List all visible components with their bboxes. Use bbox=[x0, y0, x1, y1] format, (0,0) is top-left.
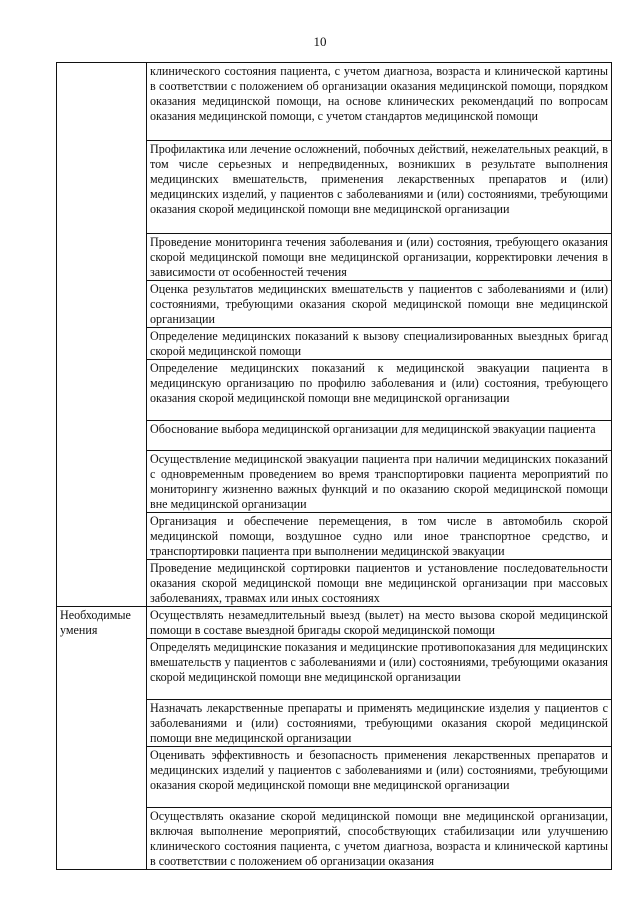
table-row bbox=[57, 607, 612, 639]
labor-action-item: Определение медицинских показаний к медицинской эвакуации пациента в медицинскую организацию по профилю заболевания и (или) состояния, требующего оказания скорой медицинской помощи вне медицинской организации bbox=[147, 360, 612, 421]
table-row bbox=[57, 63, 612, 141]
skill-item: Осуществлять незамедлительный выезд (вылет) на место вызова скорой медицинской помощи в составе выездной бригады скорой медицинской помощи bbox=[147, 607, 612, 639]
group-label-required-skills: Необходимые умения bbox=[57, 607, 147, 870]
labor-action-item: Осуществление медицинской эвакуации пациента при наличии медицинских показаний с одновременным проведением во время транспортировки пациента мероприятий по мониторингу жизненно важных функций и по оказанию скорой медицинской помощи вне медицинской организации bbox=[147, 451, 612, 513]
labor-action-item: Профилактика или лечение осложнений, побочных действий, нежелательных реакций, в том числе серьезных и непредвиденных, возникших в результате выполнения медицинских вмешательств, применения лекарственных препаратов и (или) медицинских изделий, у пациентов с заболеваниями и (или) состояниями, требующими оказания скорой медицинской помощи вне медицинской организации bbox=[147, 141, 612, 234]
labor-action-item: Обоснование выбора медицинской организации для медицинской эвакуации пациента bbox=[147, 421, 612, 451]
labor-action-item: Организация и обеспечение перемещения, в том числе в автомобиль скорой медицинской помощи, воздушное судно или иное транспортное средство, и транспортировки пациента при выполнении медицинской эвакуации bbox=[147, 513, 612, 560]
professional-standard-table bbox=[56, 62, 612, 870]
labor-action-item: Проведение мониторинга течения заболевания и (или) состояния, требующего оказания скорой медицинской помощи вне медицинской организации, корректировки лечения в зависимости от особенностей течения bbox=[147, 234, 612, 281]
labor-action-item: Определение медицинских показаний к вызову специализированных выездных бригад скорой медицинской помощи bbox=[147, 328, 612, 360]
page-number: 10 bbox=[313, 34, 327, 49]
skill-item: Назначать лекарственные препараты и применять медицинские изделия у пациентов с заболеваниями и (или) состояниями, требующими оказания скорой медицинской помощи вне медицинской организации bbox=[147, 700, 612, 747]
labor-action-item: Оценка результатов медицинских вмешательств у пациентов с заболеваниями и (или) состояниями, требующими оказания скорой медицинской помощи вне медицинской организации bbox=[147, 281, 612, 328]
labor-action-item: Проведение медицинской сортировки пациентов и установление последовательности оказания скорой медицинской помощи вне медицинской организации при массовых заболеваниях, травмах или иных состояниях bbox=[147, 560, 612, 607]
skill-item: Определять медицинские показания и медицинские противопоказания для медицинских вмешательств у пациентов с заболеваниями и (или) состояниями, требующими оказания скорой медицинской помощи вне медицинской организации bbox=[147, 639, 612, 700]
labor-action-item: клинического состояния пациента, с учетом диагноза, возраста и клинической картины в соответствии с положением об организации оказания медицинской помощи, порядком оказания медицинской помощи, на основе клинических рекомендаций по вопросам оказания медицинской помощи, с учетом стандартов медицинской помощи bbox=[147, 63, 612, 141]
skill-item: Осуществлять оказание скорой медицинской помощи вне медицинской организации, включая выполнение мероприятий, способствующих стабилизации или улучшению клинического состояния пациента, с учетом диагноза, возраста и клинической картины в соответствии с положением об организации оказания bbox=[147, 808, 612, 870]
skill-item: Оценивать эффективность и безопасность применения лекарственных препаратов и медицинских изделий у пациентов с заболеваниями и (или) состояниями, требующими оказания скорой медицинской помощи вне медицинской организации bbox=[147, 747, 612, 808]
group-label-cell-empty bbox=[57, 63, 147, 607]
